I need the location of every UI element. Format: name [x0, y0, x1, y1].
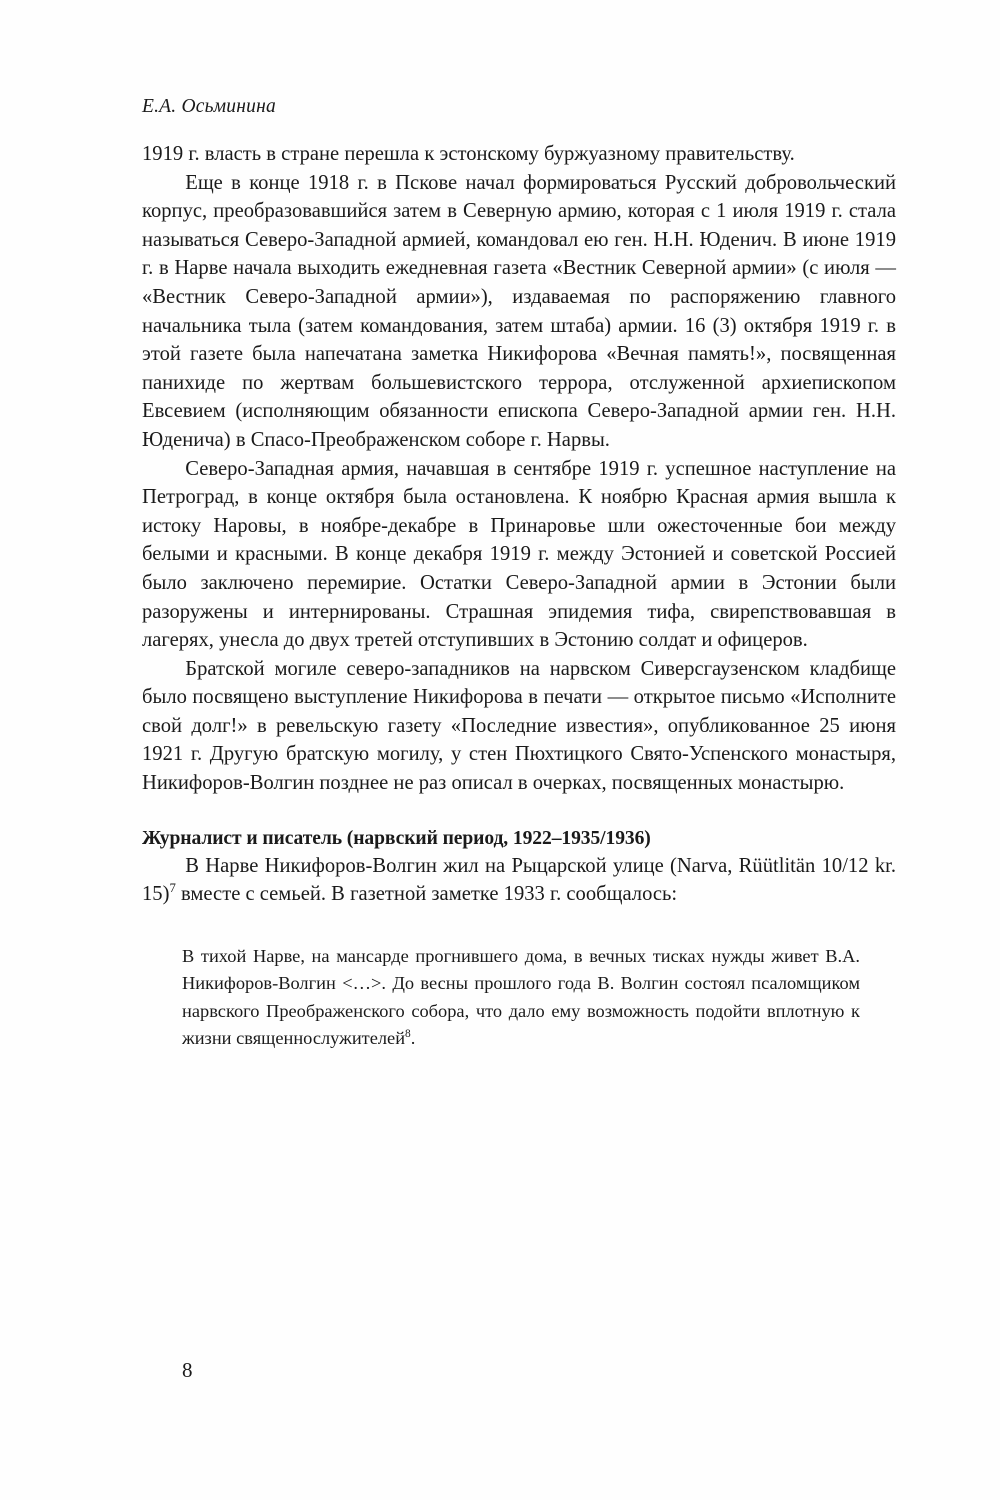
block-quote-text-before-note: В тихой Нарве, на мансарде прогнившего дома, в вечных тисках нужды живет В.А. Никифоров-Волгин <…>. До весны прошлого года В. Волгин состоял псаломщиком нарвского Преображенского собора, что дало ему возможность подойти вплотную к жизни священнослужителей [182, 945, 860, 1049]
text-column [142, 140, 896, 1052]
paragraph-5-text-after-note: вместе с семьей. В газетной заметке 1933 г. сообщалось: [175, 883, 678, 906]
paragraph-5 [142, 852, 896, 909]
paragraph-1: 1919 г. власть в стране перешла к эстонскому буржуазному правительству. [142, 143, 795, 165]
page-number: 8 [182, 1358, 193, 1382]
block-quote-paragraph [182, 943, 860, 1053]
block-quote [142, 909, 896, 1053]
footnote-marker-8[interactable]: 8 [405, 1027, 411, 1040]
running-head: Е.А. Осьминина [142, 96, 276, 117]
footnote-marker-7[interactable]: 7 [169, 881, 176, 896]
section-heading: Журналист и писатель (нарвский период, 1922–1935/1936) [142, 827, 651, 849]
block-quote-text-after-note: . [410, 1028, 416, 1049]
paragraph-5-text-before-note: В Нарве Никифоров-Волгин жил на Рыцарской улице (Narva, Rüütlitän 10/12 kr. 15) [142, 854, 896, 906]
paragraph-2: Еще в конце 1918 г. в Пскове начал формироваться Русский добровольческий корпус, преобразовавшийся затем в Северную армию, которая с 1 июля 1919 г. стала называться Северо-Западной армией, командовал ею ген. Н.Н. Юденич. В июне 1919 г. в Нарве начала выходить ежедневная газета «Вестник Северной армии» (с июля — «Вестник Северо-Западной армии»), издаваемая по распоряжению главного начальника тыла (затем командования, затем штаба) армии. 16 (3) октября 1919 г. в этой газете была напечатана заметка Никифорова «Вечная память!», посвященная панихиде по жертвам большевистского террора, отслуженной архиепископом Евсевием (исполняющим обязанности епископа Северо-Западной армии ген. Н.Н. Юденича) в Спасо-Преображенском соборе г. Нарвы. [142, 171, 896, 451]
paragraph-4: Братской могиле северо-западников на нарвском Сиверсгаузенском кладбище было посвящено выступление Никифорова в печати — открытое письмо «Исполните свой долг!» в ревельскую газету «Последние известия», опубликованное 25 июня 1921 г. Другую братскую могилу, у стен Пюхтицкого Свято-Успенского монастыря, Никифоров-Волгин позднее не раз описал в очерках, посвященных монастырю. [142, 657, 896, 795]
paragraph-3: Северо-Западная армия, начавшая в сентябре 1919 г. успешное наступление на Петроград, в конце октября была остановлена. К ноябрю Красная армия вышла к истоку Наровы, в ноябре-декабре в Принаровье шли ожесточенные бои между белыми и красными. В конце декабря 1919 г. между Эстонией и советской Россией было заключено перемирие. Остатки Северо-Западной армии в Эстонии были разоружены и интернированы. Страшная эпидемия тифа, свирепствовавшая в лагерях, унесла до двух третей отступивших в Эстонию солдат и офицеров. [142, 457, 896, 652]
